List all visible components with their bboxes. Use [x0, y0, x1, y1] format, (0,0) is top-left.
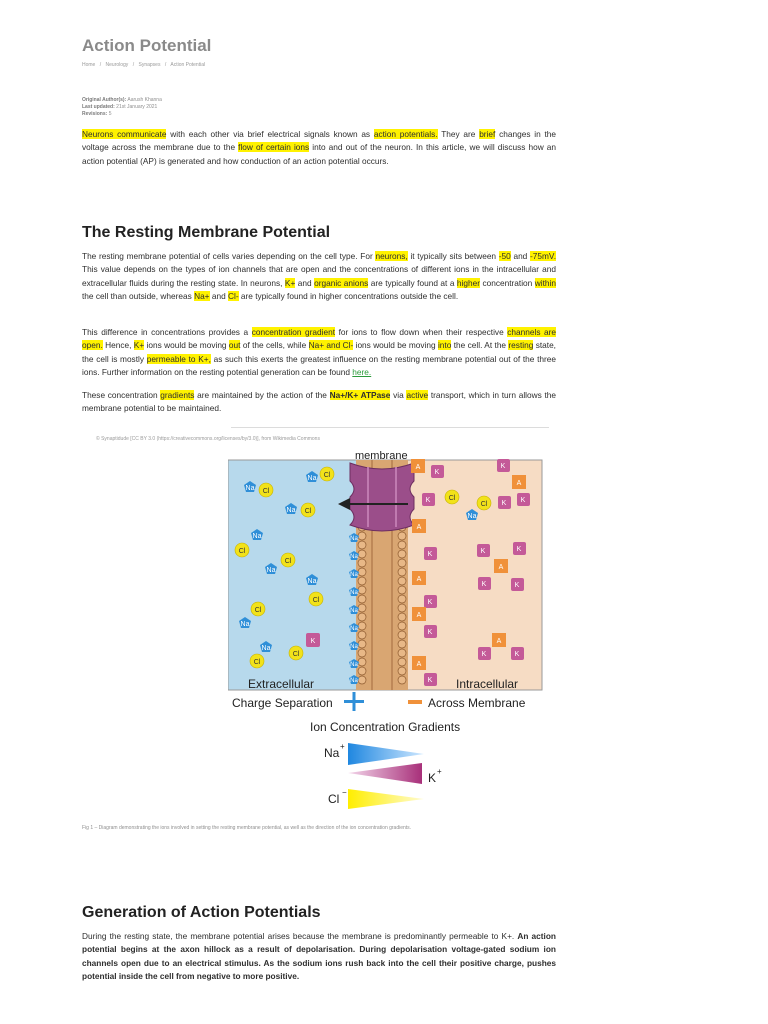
text: for ions to flow down when their respective: [335, 327, 508, 337]
svg-text:Na: Na: [350, 554, 358, 560]
text: the cell than outside, whereas: [82, 291, 195, 302]
svg-text:A: A: [416, 661, 422, 668]
svg-text:Na: Na: [350, 590, 358, 596]
na-charge: +: [340, 742, 345, 751]
svg-text:Cl: Cl: [480, 501, 488, 508]
breadcrumb-home[interactable]: Home: [82, 62, 96, 68]
highlight: Na+: [194, 291, 210, 302]
text: the cell. At the: [451, 340, 509, 351]
k-ion: [513, 542, 526, 555]
meta-revisions-label: Revisions:: [82, 111, 108, 117]
k-ion: [511, 578, 524, 591]
bold-text: An action potential begins at the axon hillock as a result of depolarisation. During: [82, 931, 556, 955]
svg-text:Na: Na: [286, 507, 296, 514]
k-gradient: [348, 763, 442, 785]
svg-text:Na: Na: [467, 513, 477, 520]
svg-text:Cl: Cl: [312, 597, 320, 604]
anion: [412, 571, 426, 585]
section-heading-generation: Generation of Action Potentials: [82, 904, 321, 921]
highlight: -75mV.: [530, 251, 556, 261]
meta-revisions: [82, 111, 162, 118]
meta-updated-label: Last updated:: [82, 104, 115, 110]
svg-text:K: K: [427, 629, 433, 636]
na-gradient-label: Na: [324, 746, 340, 760]
figure-credit-text: Synaptidude [CC BY 3.0 (https://creativecommons.org/licenses/by/3.0)], from Wikimedia Commons: [101, 436, 320, 442]
meta-revisions-value: 5: [108, 111, 112, 117]
svg-text:K: K: [514, 651, 520, 658]
highlight: Neurons communicate: [82, 129, 167, 139]
text: as such this exerts the greatest influence on the resting membrane potential out of the three ions. Further information on the resting potential generation can be found: [82, 353, 556, 378]
text: Hence,: [102, 340, 134, 351]
k-ion: [477, 544, 490, 557]
cl-charge: −: [342, 788, 347, 797]
svg-text:K: K: [501, 500, 507, 507]
k-ion: [422, 493, 435, 506]
breadcrumb-separator: /: [99, 62, 102, 68]
text: This difference in concentrations provides a: [82, 327, 252, 337]
highlight: into: [437, 340, 452, 351]
text: and: [510, 251, 531, 261]
text: state, the cell is mostly: [82, 340, 556, 364]
text: They are: [437, 129, 480, 139]
k-ion: [497, 459, 510, 472]
highlight: -50: [498, 251, 511, 261]
na-gradient: [324, 742, 424, 765]
cl-ion: [281, 553, 295, 567]
svg-text:A: A: [416, 524, 422, 531]
meta-updated: [82, 104, 162, 111]
resting-paragraph-1: [82, 250, 556, 304]
text: of the cells, while: [240, 340, 309, 351]
generation-paragraph: [82, 930, 556, 984]
cl-gradient: [328, 788, 424, 809]
anion: [492, 633, 506, 647]
svg-text:Cl: Cl: [292, 651, 300, 658]
anion: [412, 656, 426, 670]
k-ion: [517, 493, 530, 506]
svg-text:Cl: Cl: [448, 495, 456, 502]
k-ion: [478, 577, 491, 590]
section-heading-resting: The Resting Membrane Potential: [82, 224, 331, 241]
svg-text:Na: Na: [307, 475, 317, 482]
cl-ion: [301, 503, 315, 517]
k-ion: [478, 647, 491, 660]
svg-text:Cl: Cl: [304, 508, 312, 515]
highlight: neurons,: [375, 251, 408, 261]
k-ion: [424, 673, 437, 686]
resting-paragraph-2: [82, 326, 556, 380]
text: into and out of the neuron. In this article, we will discuss how an action potential (AP) is generated and how conduction of an action potential occurs.: [82, 142, 556, 166]
text: are typically found at a: [368, 277, 457, 288]
svg-text:K: K: [427, 677, 433, 684]
na-membrane-column: [349, 533, 359, 684]
text: During the resting state, the membrane potential arises because the membrane is predominantly permeable to K+.: [82, 931, 518, 941]
svg-text:Na: Na: [350, 626, 358, 632]
plus-icon: [344, 692, 364, 711]
highlight: K+: [133, 340, 145, 351]
highlight: K+: [284, 277, 296, 288]
text: are maintained by the action of the: [194, 390, 330, 400]
svg-text:Na: Na: [350, 572, 358, 578]
anion: [512, 475, 526, 489]
highlight: action potentials.: [373, 129, 438, 139]
k-ion: [424, 595, 437, 608]
figure-divider: [231, 427, 549, 428]
highlight: gradients: [160, 390, 195, 400]
copyright-icon: ©: [96, 436, 100, 442]
breadcrumb-neurology[interactable]: Neurology: [105, 62, 129, 68]
svg-text:Na: Na: [350, 662, 358, 668]
highlight: Na+ and Cl-: [308, 340, 354, 351]
figure-ion-diagram: [228, 447, 548, 822]
breadcrumb-synapses[interactable]: Synapses: [138, 62, 161, 68]
highlight: flow of certain ions: [238, 142, 310, 153]
breadcrumb-separator: /: [132, 62, 135, 68]
svg-text:A: A: [416, 576, 422, 583]
svg-text:K: K: [520, 497, 526, 504]
highlight: permeable to K+,: [146, 353, 211, 364]
minus-icon: [408, 700, 422, 704]
k-ion: [498, 496, 511, 509]
bold-text: open due to an electrical stimulus. As the sodium ions rush back into the cell their positive charge, pushes potential inside the cell from negative to more positive.: [82, 957, 556, 982]
svg-text:Na: Na: [252, 533, 262, 540]
text: ions would be moving: [144, 340, 229, 351]
cl-ion: [235, 543, 249, 557]
cl-ion: [309, 592, 323, 606]
svg-text:Cl: Cl: [323, 472, 331, 479]
svg-text:A: A: [415, 464, 421, 471]
meta-author-label: Original Author(s):: [82, 97, 127, 103]
intracellular-label: Intracellular: [456, 677, 519, 691]
anion: [494, 559, 508, 573]
svg-text:Cl: Cl: [238, 548, 246, 555]
text: This value depends on the types of ion channels that are open and the concentrations of different ions in the intracellular and extracellular fluids during the resting state. In neurons,: [82, 264, 556, 288]
meta-author: [82, 97, 162, 104]
text: transport, which in turn allows the membrane potential to be maintained.: [82, 390, 557, 414]
breadcrumb-current: Action Potential: [170, 62, 206, 68]
highlight: Cl-: [228, 291, 239, 302]
cl-ion: [320, 467, 334, 481]
svg-text:Na: Na: [261, 645, 271, 652]
svg-text:Na: Na: [266, 567, 276, 574]
anion: [412, 607, 426, 621]
resting-potential-link[interactable]: here.: [352, 367, 372, 378]
highlight: brief: [479, 129, 496, 139]
text: it typically sits between: [407, 251, 499, 261]
across-membrane-label: Across Membrane: [428, 696, 526, 710]
bold-text: depolarisation voltage-gated sodium ion channels: [82, 944, 556, 968]
meta-author-value: Aarush Khanna: [127, 97, 162, 103]
ion-diagram-svg: [228, 447, 548, 817]
svg-text:K: K: [516, 546, 522, 553]
highlight: organic anions: [314, 277, 369, 288]
text: are typically found in higher concentrations outside the cell.: [238, 291, 459, 302]
article-meta: [82, 97, 162, 118]
k-ion: [431, 465, 444, 478]
highlight: channels are open.: [82, 327, 557, 351]
svg-text:K: K: [434, 469, 440, 476]
k-ion: [306, 633, 320, 647]
figure-caption: Fig 1 – Diagram demonstrating the ions involved in setting the resting membrane potential, as well as the direction of the ion concentration gradients.: [82, 825, 412, 831]
text: These concentration: [82, 390, 161, 400]
svg-text:K: K: [481, 651, 487, 658]
svg-text:Na: Na: [350, 644, 358, 650]
svg-text:K: K: [427, 551, 433, 558]
text: ions would be moving: [353, 340, 438, 351]
meta-updated-value: 21st January 2021: [116, 104, 158, 110]
breadcrumb: [82, 62, 208, 68]
text: with each other via brief electrical signals known as: [166, 129, 374, 139]
svg-text:Na: Na: [350, 536, 358, 542]
extracellular-label: Extracellular: [248, 677, 315, 691]
highlight: higher: [456, 277, 480, 288]
highlight: out: [228, 340, 241, 351]
svg-text:Cl: Cl: [253, 659, 261, 666]
svg-text:K: K: [500, 463, 506, 470]
text: and: [209, 291, 228, 302]
cl-ion: [289, 646, 303, 660]
svg-text:K: K: [481, 581, 487, 588]
text: concentration: [479, 277, 535, 288]
svg-text:K: K: [514, 582, 520, 589]
k-ion: [424, 625, 437, 638]
membrane-label: membrane: [355, 450, 408, 462]
k-gradient-label: K: [428, 771, 437, 785]
page-title: Action Potential: [82, 36, 212, 55]
svg-text:Na: Na: [350, 608, 358, 614]
highlight: within: [534, 277, 556, 288]
figure-credit: [96, 436, 320, 442]
svg-text:K: K: [310, 638, 316, 645]
anion: [412, 519, 426, 533]
svg-text:A: A: [496, 638, 502, 645]
text: changes in the voltage across the membrane due to the: [82, 129, 556, 153]
svg-text:K: K: [480, 548, 486, 555]
charge-separation-label: Charge Separation: [232, 696, 333, 710]
svg-text:A: A: [498, 564, 504, 571]
highlight: active: [406, 390, 429, 400]
text: The resting membrane potential of cells varies depending on the cell type. For: [82, 251, 376, 261]
highlight: concentration gradient: [251, 327, 336, 337]
cl-gradient-label: Cl: [328, 792, 340, 806]
svg-text:Na: Na: [307, 578, 317, 585]
cl-ion: [259, 483, 273, 497]
resting-paragraph-3: [82, 389, 556, 416]
cl-ion: [251, 602, 265, 616]
k-charge: +: [437, 767, 442, 776]
svg-text:K: K: [425, 497, 431, 504]
svg-text:A: A: [416, 612, 422, 619]
anion: [411, 459, 425, 473]
gradients-title: Ion Concentration Gradients: [310, 720, 461, 734]
svg-text:Cl: Cl: [262, 488, 270, 495]
svg-text:Na: Na: [240, 621, 250, 628]
breadcrumb-separator: /: [164, 62, 167, 68]
cl-ion: [250, 654, 264, 668]
k-ion: [424, 547, 437, 560]
highlight: resting: [508, 340, 534, 351]
intro-paragraph: [82, 128, 556, 168]
svg-text:K: K: [427, 599, 433, 606]
cl-ion: [445, 490, 459, 504]
svg-text:Na: Na: [350, 678, 358, 684]
svg-text:A: A: [516, 480, 522, 487]
text: and: [295, 277, 315, 288]
highlight: Na+/K+ ATPase: [329, 390, 391, 400]
k-ion: [511, 647, 524, 660]
svg-text:Na: Na: [245, 485, 255, 492]
text: via: [390, 390, 407, 400]
svg-text:Cl: Cl: [254, 607, 262, 614]
svg-text:Cl: Cl: [284, 558, 292, 565]
cl-ion: [477, 496, 491, 510]
